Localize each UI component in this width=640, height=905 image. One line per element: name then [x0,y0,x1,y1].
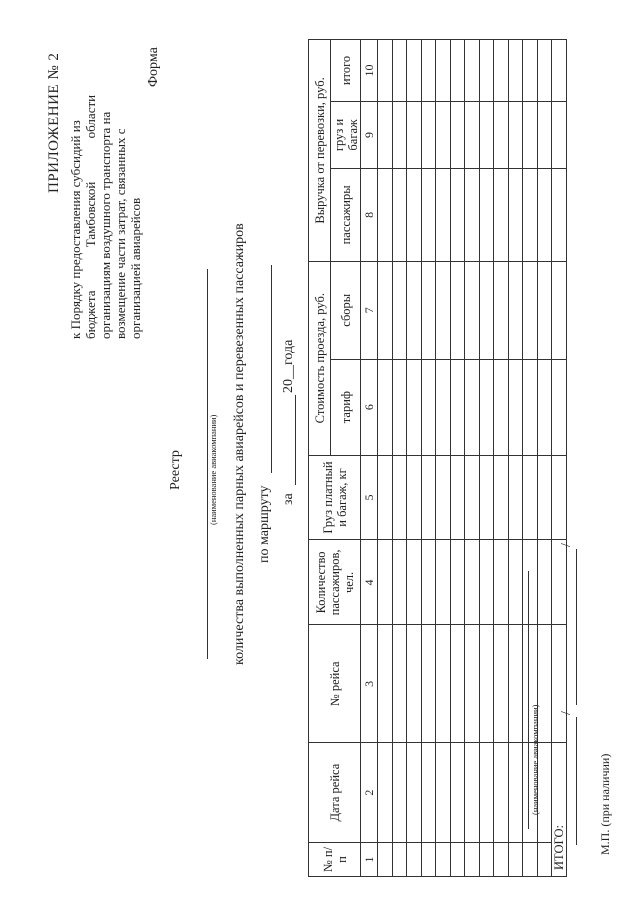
period-label: за [281,493,296,505]
signature-line-2 [556,549,577,705]
table-cell [421,359,436,455]
table-cell [523,455,538,540]
table-cell [465,843,480,877]
table-cell [465,455,480,540]
table-cell [392,359,407,455]
table-cell [392,168,407,261]
table-cell [450,261,465,359]
table-cell [523,359,538,455]
header-rev-cargo: груз и багаж [331,102,361,169]
table-cell [450,359,465,455]
total-label: ИТОГО: [552,743,567,877]
header-num: № п/п [309,843,361,877]
table-cell [479,455,494,540]
table-cell [392,455,407,540]
table-row [407,40,422,877]
table-cell [494,168,509,261]
form-label: Форма [146,47,161,87]
table-cell [494,359,509,455]
table-cell [407,743,422,843]
signature-company-line [518,571,529,829]
header-fare-tariff: тариф [331,359,361,455]
header-revenue-group: Выручка от перевозки, руб. [309,40,331,262]
table-cell [407,40,422,102]
table-cell [421,40,436,102]
total-cell [552,359,567,455]
table-cell [436,102,451,169]
table-cell [494,455,509,540]
table-row [421,40,436,877]
col-number-3: 3 [361,625,378,743]
company-name-line [197,269,208,659]
total-cell [552,261,567,359]
col-number-9: 9 [361,102,378,169]
table-cell [523,102,538,169]
company-caption: (наименование авиакомпании) [208,414,218,525]
total-cell [552,168,567,261]
table-cell [450,40,465,102]
period-year: 20__года [281,339,296,393]
table-cell [421,168,436,261]
header-passengers: Количество пассажиров, чел. [309,540,361,625]
table-cell [494,843,509,877]
appendix-line-4: возмещение части затрат, связанных с [113,128,128,339]
table-cell [508,359,523,455]
col-number-2: 2 [361,743,378,843]
table-cell [537,843,552,877]
table-row [450,40,465,877]
table-cell [537,261,552,359]
table-cell [392,40,407,102]
table-cell [494,102,509,169]
table-cell [436,455,451,540]
table-cell [378,625,393,743]
table-cell [465,743,480,843]
table-cell [479,743,494,843]
table-row [436,40,451,877]
table-cell [494,625,509,743]
appendix-line-5: организацией авиарейсов [128,197,143,339]
col-number-6: 6 [361,359,378,455]
table-cell [392,843,407,877]
table-cell [494,40,509,102]
table-cell [465,261,480,359]
table-cell [378,359,393,455]
table-cell [508,102,523,169]
table-row [392,40,407,877]
appendix-title: ПРИЛОЖЕНИЕ № 2 [46,52,62,193]
appendix-line-3: организациям воздушного транспорта на [98,111,113,339]
table-cell [450,455,465,540]
table-cell [436,540,451,625]
table-cell [421,261,436,359]
table-cell [523,40,538,102]
appendix-text [68,9,143,339]
table-cell [537,455,552,540]
table-cell [407,540,422,625]
table-row [479,40,494,877]
table-cell [537,168,552,261]
table-cell [450,102,465,169]
table-cell [494,743,509,843]
table-row [494,40,509,877]
signature-slash-2: / [559,543,574,547]
route-line [256,265,272,473]
appendix-line-2: бюджета Тамбовской области [83,94,98,339]
table-cell [479,540,494,625]
route-label: по маршруту [257,485,272,563]
table-cell [436,261,451,359]
table-cell [421,455,436,540]
table-cell [479,261,494,359]
table-cell [508,455,523,540]
table-cell [508,168,523,261]
col-number-8: 8 [361,168,378,261]
table-cell [421,540,436,625]
signature-company-caption: (наименование авиакомпании) [530,704,540,815]
table-cell [523,261,538,359]
table-cell [436,743,451,843]
table-cell [407,843,422,877]
table-cell [450,843,465,877]
table-cell [537,359,552,455]
header-cargo: Груз платный и багаж, кг [309,455,361,540]
total-cell [552,40,567,102]
table-cell [465,625,480,743]
table-cell [450,625,465,743]
table-cell [421,843,436,877]
table-cell [450,168,465,261]
table-cell [407,261,422,359]
table-cell [392,540,407,625]
table-cell [465,102,480,169]
table-cell [494,540,509,625]
period-line [280,395,296,485]
table-cell [450,743,465,843]
table-cell [378,540,393,625]
table-cell [479,102,494,169]
registry-title: Реестр [168,450,183,490]
table-cell [392,102,407,169]
table-cell [436,168,451,261]
table-cell [378,40,393,102]
table-cell [392,625,407,743]
table-cell [494,261,509,359]
header-rev-total: итого [331,40,361,102]
table-cell [537,102,552,169]
table-cell [378,261,393,359]
header-fare-fees: сборы [331,261,361,359]
table-row [465,40,480,877]
table-cell [479,359,494,455]
table-cell [537,40,552,102]
table-cell [479,625,494,743]
table-cell [378,168,393,261]
table-cell [523,168,538,261]
table-cell [378,743,393,843]
table-cell [436,625,451,743]
table-cell [537,540,552,625]
table-cell [378,455,393,540]
signature-line-1 [556,717,577,845]
table-cell [465,168,480,261]
table-cell [407,455,422,540]
table-cell [508,261,523,359]
header-date: Дата рейса [309,743,361,843]
col-number-7: 7 [361,261,378,359]
table-cell [392,261,407,359]
table-cell [407,359,422,455]
col-number-1: 1 [361,843,378,877]
table-cell [407,102,422,169]
signature-slash-1: / [559,711,574,715]
table-cell [465,359,480,455]
table-cell [465,40,480,102]
header-flight: № рейса [309,625,361,743]
table-cell [436,843,451,877]
table-cell [450,540,465,625]
table-cell [421,102,436,169]
col-number-4: 4 [361,540,378,625]
table-cell [523,843,538,877]
table-cell [421,743,436,843]
total-cell [552,102,567,169]
table-row [378,40,393,877]
header-fare-group: Стоимость проезда, руб. [309,261,331,455]
table-cell [421,625,436,743]
table-cell [479,168,494,261]
col-number-5: 5 [361,455,378,540]
table-cell [378,102,393,169]
col-number-10: 10 [361,40,378,102]
table-cell [479,40,494,102]
table-cell [479,843,494,877]
table-cell [436,40,451,102]
table-cell [508,40,523,102]
total-cell [552,455,567,540]
table-cell [378,843,393,877]
table-cell [392,743,407,843]
table-cell [465,540,480,625]
header-rev-passengers: пассажиры [331,168,361,261]
registry-heading: количества выполненных парных авиарейсов и перевезенных пассажиров [232,223,247,665]
table-cell [407,625,422,743]
appendix-line-1: к Порядку предоставления субсидий из [68,120,83,339]
table-cell [436,359,451,455]
table-cell [407,168,422,261]
seal-label: М.П. (при наличии) [598,753,612,855]
table-cell [508,843,523,877]
